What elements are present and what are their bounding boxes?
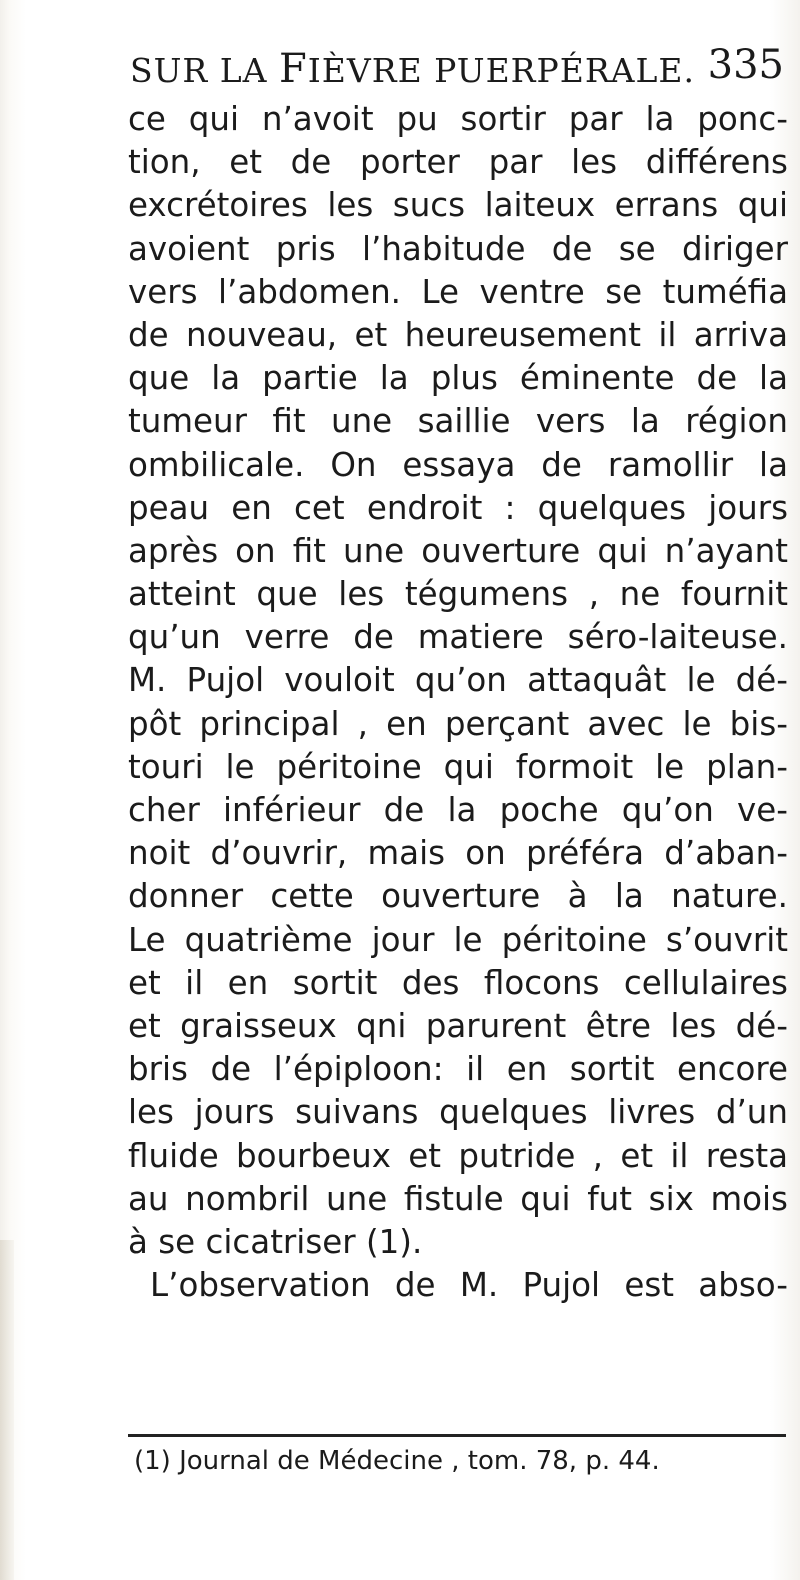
running-head <box>130 40 790 94</box>
text-line: à se cicatriser (1). <box>128 1222 423 1261</box>
footnote-rule <box>128 1434 786 1437</box>
text-line: bris de l’épiploon: il en sortit encore <box>128 1050 788 1089</box>
page-edge-shadow <box>0 1240 14 1580</box>
text-line: vers l’abdomen. Le ventre se tuméfia <box>128 272 788 311</box>
text-line: L’observation de M. Pujol est abso- <box>150 1266 788 1305</box>
text-line: M. Pujol vouloit qu’on attaquât le dé- <box>128 661 788 700</box>
text-line: après on fit une ouverture qui n’ayant <box>128 531 788 570</box>
text-line: excrétoires les sucs laiteux errans qui <box>128 186 788 225</box>
text-line: de nouveau, et heureusement il arriva <box>128 315 788 354</box>
text-line: ce qui n’avoit pu sortir par la ponc- <box>128 100 788 138</box>
text-line: que la partie la plus éminente de la <box>128 359 788 398</box>
page-number: 335 <box>707 42 784 88</box>
text-line: qu’un verre de matiere séro-laiteuse. <box>128 618 788 657</box>
text-line: les jours suivans quelques livres d’un <box>128 1093 788 1132</box>
text-line: ombilicale. On essaya de ramollir la <box>128 445 788 484</box>
text-line: peau en cet endroit : quelques jours <box>128 488 788 527</box>
footnote: (1) Journal de Médecine , tom. 78, p. 44. <box>134 1446 660 1476</box>
text-line: Le quatrième jour le péritoine s’ouvrit <box>128 920 788 959</box>
text-line: au nombril une fistule qui fut six mois <box>128 1179 788 1218</box>
text-line: et graisseux qni parurent être les dé- <box>128 1006 788 1045</box>
text-line: cher inférieur de la poche qu’on ve- <box>128 791 788 829</box>
text-line: et il en sortit des flocons cellulaires <box>128 963 788 1002</box>
text-line: tion, et de porter par les différens <box>128 143 788 182</box>
body-text <box>128 98 788 1307</box>
text-line: pôt principal , en perçant avec le bis- <box>128 704 788 743</box>
text-line: donner cette ouverture à la nature. <box>128 877 788 916</box>
text-line: avoient pris l’habitude de se diriger <box>128 229 788 268</box>
text-line: tumeur fit une saillie vers la région <box>128 402 788 441</box>
text-line: touri le péritoine qui formoit le plan- <box>128 747 788 786</box>
text-line: noit d’ouvrir, mais on préféra d’aban- <box>128 834 788 873</box>
text-line: atteint que les tégumens , ne fournit <box>128 575 788 614</box>
text-line: fluide bourbeux et putride , et il resta <box>128 1136 788 1175</box>
running-head-title: SUR LA FIÈVRE PUERPÉRALE. <box>130 46 695 92</box>
